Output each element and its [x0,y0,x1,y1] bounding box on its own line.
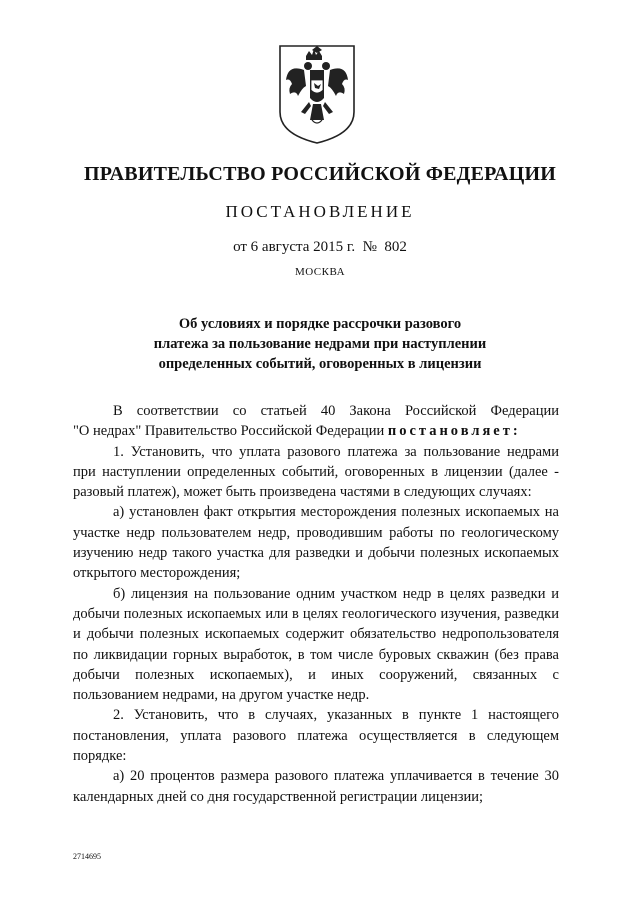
document-body [73,401,559,807]
date-and-number [0,239,640,256]
number-sign: № [362,239,377,255]
paragraph-1a: а) установлен факт открытия месторождения полезных ископаемых на участке недр пользователем недр, проводившим работы по геологическому изучению недр такого участка для разведки и добычи полезных ископаемых открытого месторождения; [73,504,559,582]
coat-of-arms-emblem [276,42,358,146]
document-title [100,314,540,374]
paragraph-2a: а) 20 процентов размера разового платежа уплачивается в течение 30 календарных дней со дня государственной регистрации лицензии; [73,768,559,805]
intro-continuation [73,421,559,441]
title-line: Об условиях и порядке рассрочки разового [178,316,462,332]
document-date: от 6 августа 2015 г. [233,239,356,255]
city: МОСКВА [294,266,346,278]
title-line: платежа за пользование недрами при наступлении [153,336,487,352]
footer-code: 2714695 [73,852,101,861]
intro-line-2: "О недрах" Правительство Российской Федерации [73,423,385,440]
document-number: 802 [384,239,407,255]
paragraph-2: 2. Установить, что в случаях, указанных в пункте 1 настоящего постановления, уплата разового платежа осуществляется в следующем порядке: [73,707,559,765]
paragraph-1b: б) лицензия на пользование одним участком недр в целях разведки и добычи полезных ископаемых или в целях геологического изучения, разведки и добычи полезных ископаемых содержит обязательство недропользователя по ликвидации горных выработок, в том числе буровых скважин (без права добычи полезных ископаемых), и иных сооружений, связанных с пользованием недрами, на другом участке недр. [73,585,559,704]
title-line: определенных событий, оговоренных в лицензии [158,356,482,372]
intro-line-1: В соответствии со статьей 40 Закона Российской Федерации [113,403,559,419]
decree-word: постановляет: [387,423,521,440]
government-title: ПРАВИТЕЛЬСТВО РОССИЙСКОЙ ФЕДЕРАЦИИ [84,163,556,185]
intro-paragraph [73,401,559,421]
document-type: ПОСТАНОВЛЕНИЕ [225,202,415,221]
paragraph-1: 1. Установить, что уплата разового платежа за пользование недрами при наступлении определенных событий, оговоренных в лицензии (далее - разовый платеж), может быть произведена частями в следующих случаях: [73,443,559,501]
